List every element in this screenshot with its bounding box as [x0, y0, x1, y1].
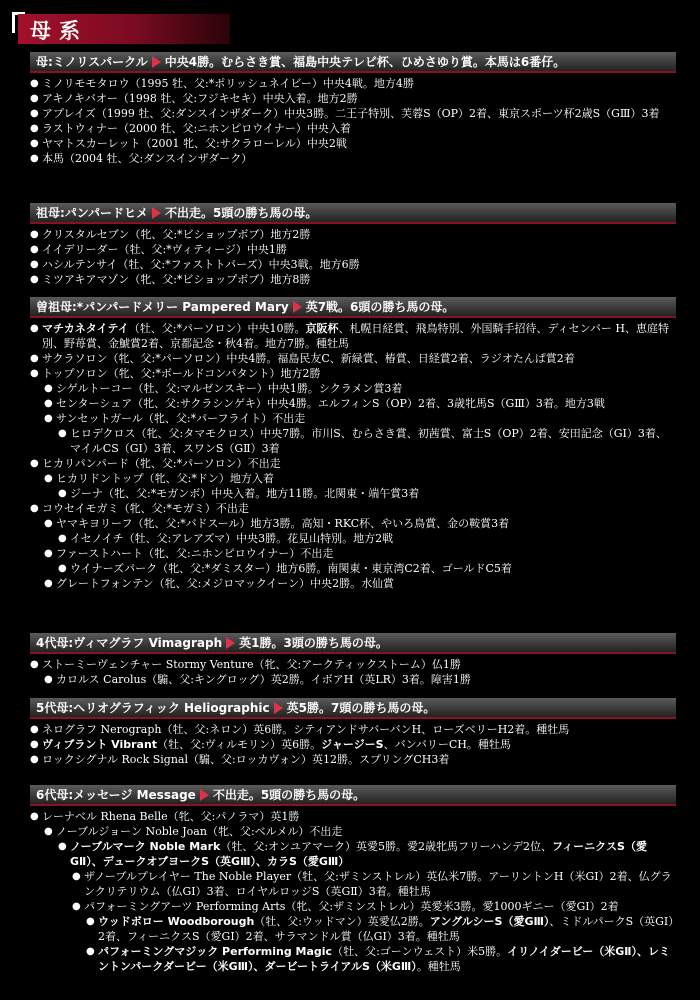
triangle-arrow-icon: [152, 207, 161, 219]
race-name: 京阪杯: [305, 322, 339, 335]
list-item: ● イイデリーダー（牡、父:*ヴィティージ）中央1勝: [30, 242, 676, 257]
race-name: アングルシーS（愛GⅢ）: [429, 915, 550, 928]
horse-detail: 、バンバリーCH。種牡馬: [383, 738, 511, 751]
list-item: ● ロックシグナル Rock Signal（騸、父:ロッカヴォン）英12勝。スプリングCH3着: [30, 752, 676, 767]
triangle-arrow-icon: [274, 702, 283, 714]
section-title: 5代母:ヘリオグラフィック Heliographic: [36, 701, 270, 715]
horse-detail: （牡、父:ヴィルモリン）英6勝。: [157, 738, 322, 751]
list-item: [58, 839, 676, 869]
list-item: ● ヒカリパンパード（牝、父:*パーソロン）不出走: [30, 456, 676, 471]
list-item: ● トップソロン（牝、父:*ボールドコンパタント）地方2勝: [30, 366, 676, 381]
section-note: 英1勝。3頭の勝ち馬の母。: [239, 636, 388, 650]
list-item: ● 本馬（2004 牡、父:ダンスインザダーク）: [30, 151, 676, 166]
section-header: [30, 698, 676, 719]
list-item: ● ミツアキアマゾン（牝、父:*ビショップボブ）地方8勝: [30, 272, 676, 287]
list-item: [30, 321, 676, 351]
list-item: ● ヤマトスカーレット（2001 牝、父:サクラローレル）中央2戦: [30, 136, 676, 151]
triangle-arrow-icon: [226, 637, 235, 649]
heading-banner: [18, 14, 230, 44]
section-granddam: [30, 203, 676, 287]
list-item: ● ノーブルジョーン Noble Joan（牝、父:ベルメル）不出走: [44, 824, 676, 839]
horse-detail: （牡、父:オンユアマーク）英愛5勝。愛2歳牝馬フリーハンデ2位、: [220, 840, 553, 853]
section-note: 中央4勝。むらさき賞、福島中央テレビ杯、ひめさゆり賞。本馬は6番仔。: [164, 55, 566, 69]
section-header: [30, 297, 676, 318]
list-item: ● レーナベル Rhena Belle（牝、父:パノラマ）英1勝: [30, 809, 676, 824]
horse-name: パフォーミングマジック Performing Magic: [98, 945, 333, 958]
section-title: 4代母:ヴィマグラフ Vimagraph: [36, 636, 223, 650]
list-item: ● グレートフォンテン（牝、父:メジロマックイーン）中央2勝。水仙賞: [44, 576, 676, 591]
horse-name: ヴィブラント Vibrant: [42, 738, 158, 751]
horse-detail: （牡、父:*パーソロン）中央10勝。: [128, 322, 306, 335]
race-name: ジャージーS: [321, 738, 384, 751]
list-item: ● ジーナ（牝、父:*モガンボ）中央入着。地方11勝。北関東・端午賞3着: [58, 486, 676, 501]
section-note: 英7戦。6頭の勝ち馬の母。: [305, 300, 455, 314]
horse-detail: 、札幌日経賞、飛鳥特別、外国騎手招待、ディセンバー H、恵庭特別、野苺賞、金鯱賞2着、京都記念・秋4着。地方7勝。種牡馬: [42, 322, 669, 350]
race-name: イリノイダービー（米GⅡ）、レミントンパークダービー（米GⅢ）、ダービートライアルS（米GⅢ）: [98, 945, 671, 973]
section-title: 祖母:パンパードヒメ: [36, 206, 148, 220]
horse-detail: （牡、父:ゴーンウェスト）米5勝。: [332, 945, 508, 958]
list-item: ● サクラソロン（牝、父:*パーソロン）中央4勝。福島民友C、新緑賞、椿賞、日経賞2着、ラジオたんぱ賞2着: [30, 351, 676, 366]
triangle-arrow-icon: [200, 789, 209, 801]
section-title: 曽祖母:*パンパードメリー Pampered Mary: [36, 300, 289, 314]
section-header: [30, 785, 676, 806]
list-item: ● ラストウィナー（2000 牡、父:ニホンピロウイナー）中央入着: [30, 121, 676, 136]
list-item: ● サンセットガール（牝、父:*パーフライト）不出走: [44, 411, 676, 426]
section-header: [30, 52, 676, 73]
triangle-arrow-icon: [293, 301, 302, 313]
list-item: ● クリスタルセブン（牝、父:*ビショップボブ）地方2勝: [30, 227, 676, 242]
horse-name: ウッドボロー Woodborough: [98, 915, 255, 928]
list-item: ● イセノイチ（牡、父:アレアズマ）中央3勝。花見山特別。地方2戦: [58, 531, 676, 546]
list-item: ● ヒロデクロス（牝、父:タマモクロス）中央7勝。市川S、むらさき賞、初茜賞、富士S（OP）2着、安田記念（GⅠ）3着、マイルCS（GⅠ）3着、スワンS（GⅡ）3着: [58, 426, 676, 456]
horse-name: ノーブルマーク Noble Mark: [70, 840, 221, 853]
list-item: [86, 914, 676, 944]
horse-detail: 、ミドルパークS（英GⅠ）2着、フィーニクスS（愛GⅠ）2着、サラマンドル賞（仏GⅠ）3着。種牡馬: [98, 915, 674, 943]
list-item: ● ストーミーヴェンチャー Stormy Venture（牝、父:アークティックストーム）仏1勝: [30, 657, 676, 672]
section-header: [30, 203, 676, 224]
section-5th-dam: [30, 698, 676, 767]
list-item: ● シゲルトーコー（牡、父:マルゼンスキー）中央1勝。シクラメン賞3着: [44, 381, 676, 396]
list-item: [30, 737, 676, 752]
list-item: ● カロルス Carolus（騸、父:キングロッグ）英2勝。イボアH（英LR）3着。障害1勝: [44, 672, 676, 687]
list-item: ● ファーストハート（牝、父:ニホンピロウイナー）不出走: [44, 546, 676, 561]
list-item: ● パフォーミングアーツ Performing Arts（牝、父:ザミンストレル）英愛米3勝。愛1000ギニー（愛GⅠ）2着: [72, 899, 676, 914]
triangle-arrow-icon: [152, 56, 161, 68]
section-title: 母:ミノリスパークル: [36, 55, 148, 69]
race-name: フィーニクスS（愛GⅡ）、デュークオブヨークS（英GⅢ）、カラS（愛GⅢ）: [70, 840, 647, 868]
list-item: ● ウイナーズパーク（牝、父:*ダミスター）地方6勝。南関東・東京湾C2着、ゴールドC5着: [58, 561, 676, 576]
section-title: 6代母:メッセージ Message: [36, 788, 196, 802]
section-note: 英5勝。7頭の勝ち馬の母。: [286, 701, 436, 715]
section-6th-dam: [30, 785, 676, 974]
horse-name: マチカネタイテイ: [42, 322, 129, 335]
section-header: [30, 633, 676, 654]
list-item: ● ハシルテンサイ（牡、父:*ファストトパーズ）中央3戦。地方6勝: [30, 257, 676, 272]
list-item: ● コウセイモガミ（牝、父:*モガミ）不出走: [30, 501, 676, 516]
list-item: ● ミノリモモタロウ（1995 牡、父:*ポリッシュネイビー）中央4戦。地方4勝: [30, 76, 676, 91]
list-item: ● ヒカリドントップ（牝、父:*ドン）地方入着: [44, 471, 676, 486]
section-note: 不出走。5頭の勝ち馬の母。: [164, 206, 318, 220]
list-item: ● ネログラフ Nerograph（牡、父:ネロン）英6勝。シティアンドサバーバンH、ローズベリーH2着。種牡馬: [30, 722, 676, 737]
section-great-granddam: [30, 297, 676, 591]
list-item: ● センターシュア（牝、父:サクラシンゲキ）中央4勝。エルフィンS（OP）2着、3歳牝馬S（GⅢ）3着。地方3戦: [44, 396, 676, 411]
list-item: ● アプレイズ（1999 牡、父:ダンスインザダーク）中央3勝。二王子特別、芙蓉S（OP）2着、東京スポーツ杯2歳S（GⅢ）3着: [30, 106, 676, 121]
list-item: [86, 944, 676, 974]
list-item: ● ヤマキヨリーフ（牝、父:*バドスール）地方3勝。高知・RKC杯、やいろ鳥賞、金の鞍賞3着: [44, 516, 676, 531]
page-title: 母系: [30, 19, 88, 43]
section-dam: [30, 52, 676, 166]
section-note: 不出走。5頭の勝ち馬の母。: [212, 788, 366, 802]
section-4th-dam: [30, 633, 676, 687]
list-item: ● アキノキバオー（1998 牡、父:フジキセキ）中央入着。地方2勝: [30, 91, 676, 106]
horse-detail: 。種牡馬: [416, 960, 461, 973]
horse-detail: （牡、父:ウッドマン）英愛仏2勝。: [254, 915, 430, 928]
list-item: ● ザノーブルプレイヤー The Noble Player（牡、父:ザミンストレル）英仏米7勝。アーリントンH（米GⅠ）2着、仏グランクリテリウム（仏GⅠ）3着、ロイヤルロッジS（英GⅡ）3着。種牡馬: [72, 869, 676, 899]
